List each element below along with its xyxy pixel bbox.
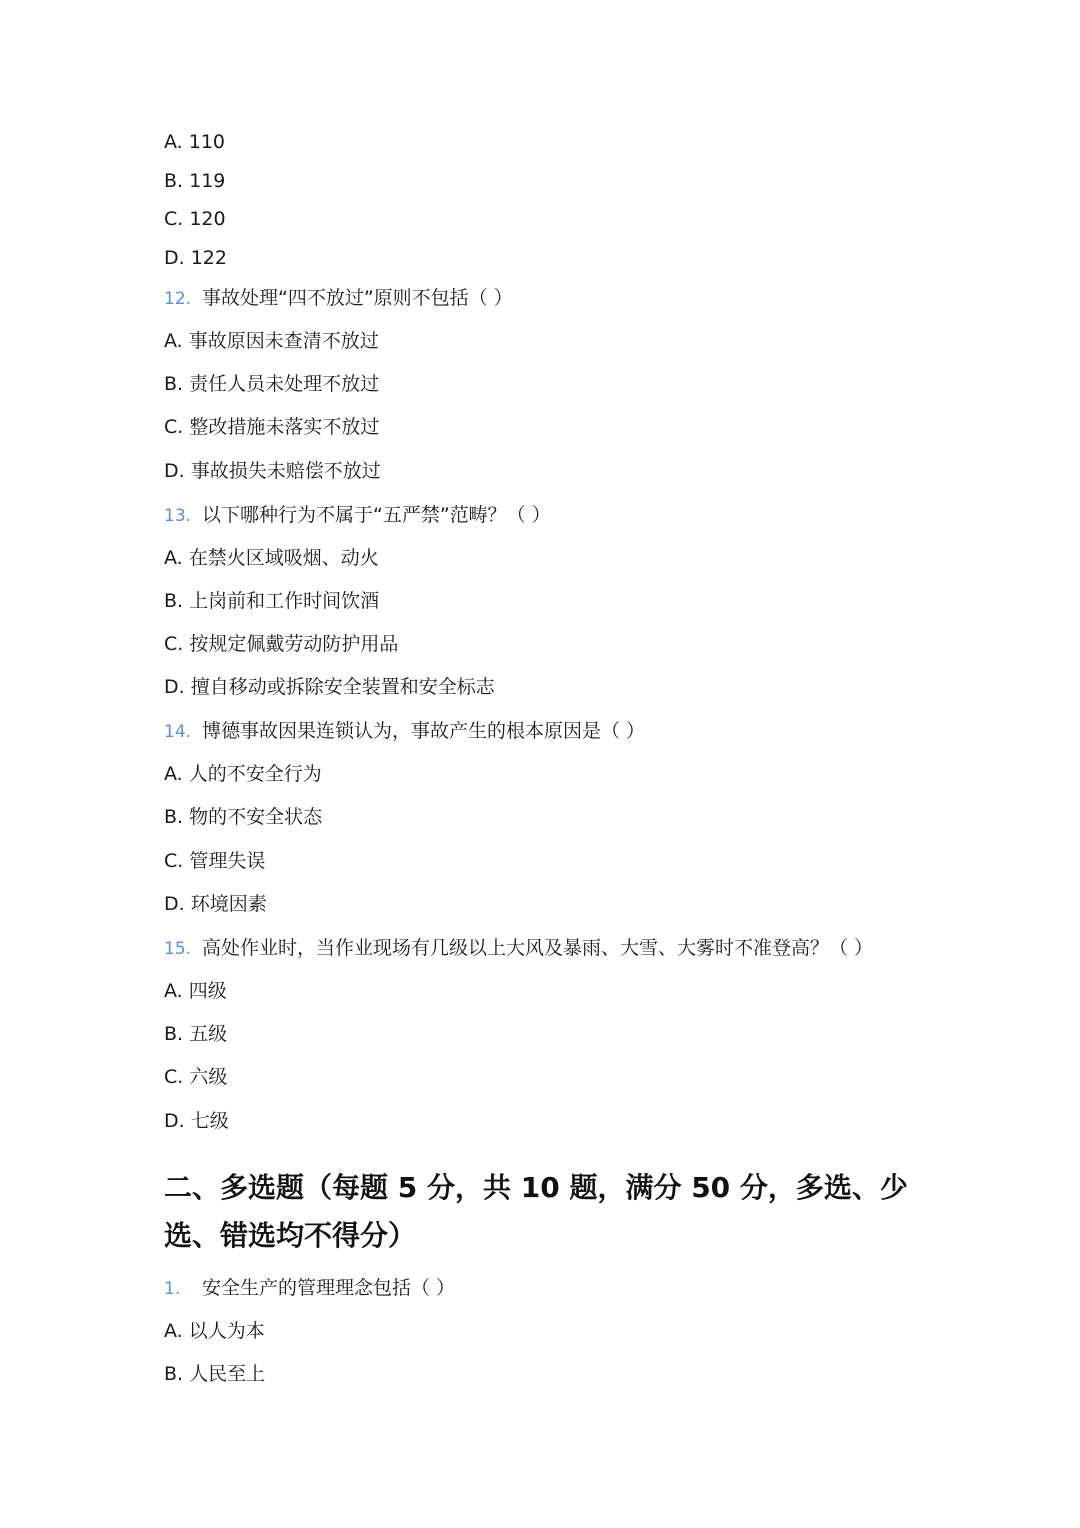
question-text: 事故处理“四不放过”原则不包括（ ） (202, 287, 513, 309)
question-number: 13. (164, 506, 192, 526)
option-11-b: B. 119 (164, 170, 226, 192)
question-text: 安全生产的管理理念包括（ ） (202, 1277, 456, 1299)
question-12 (164, 286, 513, 311)
option-14-d: D. 环境因素 (164, 893, 267, 915)
option-12-d: D. 事故损失未赔偿不放过 (164, 460, 381, 482)
option-13-d: D. 擅自移动或拆除安全装置和安全标志 (164, 676, 495, 698)
option-14-c: C. 管理失误 (164, 850, 266, 872)
option-15-a: A. 四级 (164, 980, 227, 1002)
option-12-c: C. 整改措施未落实不放过 (164, 416, 380, 438)
question-text: 博德事故因果连锁认为，事故产生的根本原因是（ ） (202, 720, 646, 742)
question-15 (164, 936, 873, 961)
question-number: 14. (164, 722, 192, 742)
question-number: 15. (164, 939, 192, 959)
question-text: 高处作业时，当作业现场有几级以上大风及暴雨、大雪、大雾时不准登高？（ ） (202, 937, 874, 959)
question-number: 1. (164, 1279, 181, 1299)
option-13-a: A. 在禁火区域吸烟、动火 (164, 547, 379, 569)
option-15-b: B. 五级 (164, 1023, 228, 1045)
option-15-c: C. 六级 (164, 1066, 228, 1088)
question-14 (164, 719, 645, 744)
option-13-b: B. 上岗前和工作时间饮酒 (164, 590, 380, 612)
option-11-c: C. 120 (164, 208, 226, 230)
section-heading-multiple-choice: 二、多选题（每题 5 分，共 10 题，满分 50 分，多选、少选、错选均不得分） (164, 1171, 908, 1252)
option-m1-a: A. 以人为本 (164, 1320, 265, 1342)
option-15-d: D. 七级 (164, 1110, 229, 1132)
option-14-b: B. 物的不安全状态 (164, 806, 323, 828)
question-text: 以下哪种行为不属于“五严禁”范畴？（ ） (202, 504, 551, 526)
option-11-d: D. 122 (164, 247, 227, 269)
question-number: 12. (164, 289, 192, 309)
question-m1 (164, 1276, 455, 1301)
option-13-c: C. 按规定佩戴劳动防护用品 (164, 633, 399, 655)
option-12-a: A. 事故原因未查清不放过 (164, 330, 379, 352)
option-12-b: B. 责任人员未处理不放过 (164, 373, 380, 395)
question-13 (164, 503, 551, 528)
option-11-a: A. 110 (164, 131, 226, 153)
option-14-a: A. 人的不安全行为 (164, 763, 322, 785)
option-m1-b: B. 人民至上 (164, 1363, 266, 1385)
